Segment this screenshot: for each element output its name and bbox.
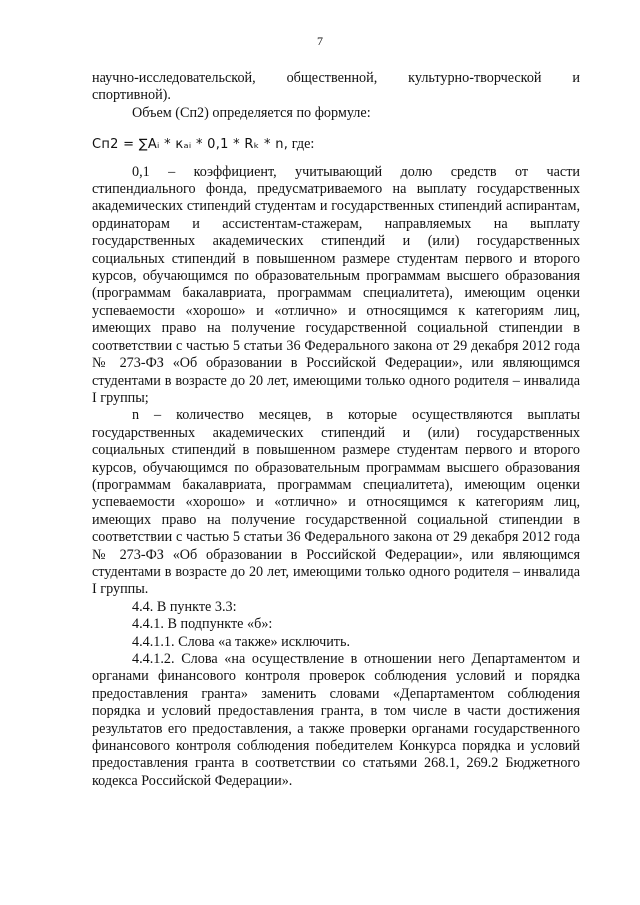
formula-line xyxy=(92,136,580,153)
clause-4-4: 4.4. В пункте 3.3: xyxy=(132,598,237,615)
clause-4-4-1: 4.4.1. В подпункте «б»: xyxy=(132,616,273,633)
paragraph-formula-intro: Объем (Сп2) определяется по формуле: xyxy=(132,104,371,121)
formula: Cп2 = ∑Aᵢ * кₐᵢ * 0,1 * Rₖ * n, xyxy=(92,137,289,153)
page-number: 7 xyxy=(317,34,323,48)
formula-suffix: где: xyxy=(288,136,315,153)
clause-4-4-1-2: 4.4.1.2. Слова «на осуществление в отношении него Департаментом и органами финансового контроля проверок соблюдения условий и порядка предоставления гранта» заменить словами «Департаментом соблюдения порядка и условий предоставления гранта, в том числе в части достижения результатов его предоставления, а также проверки органами государственного финансового контроля соблюдения победителем Конкурса порядка и условий предоставления гранта в соответствии со статьями 268.1, 269.2 Бюджетного кодекса Российской Федерации». xyxy=(92,651,580,789)
document-body xyxy=(92,70,580,790)
clause-4-4-1-1: 4.4.1.1. Слова «а также» исключить. xyxy=(132,633,351,650)
paragraph-coefficient-definition: 0,1 – коэффициент, учитывающий долю средств от части стипендиального фонда, предусматриваемого на выплату государственных академических стипендий студентам и государственных стипендий аспирантам, ординаторам и ассистентам-стажерам, направляемых на выплату государственных академических стипендий и (или) государственных социальных стипендий в повышенном размере студентам первого и второго курсов, обучающимся по образовательным программам высшего образования (программам бакалавриата, программам специалитета), имеющим оценки успеваемости «хорошо» и «отлично» и относящимся к категориям лиц, имеющих право на получение государственной социальной стипендии в соответствии с частью 5 статьи 36 Федерального закона от 29 декабря 2012 года № 273-ФЗ «Об образовании в Российской Федерации», или являющимся студентами в возрасте до 20 лет, имеющими только одного родителя – инвалида I группы; xyxy=(92,163,580,406)
paragraph-continuation: научно-исследовательской, общественной, культурно-творческой и спортивной). xyxy=(92,70,580,104)
paragraph-months-definition: n – количество месяцев, в которые осуществляются выплаты государственных академических стипендий и (или) государственных социальных стипендий в повышенном размере студентам первого и второго курсов, обучающимся по образовательным программам высшего образования (программам бакалавриата, программам специалитета), имеющим оценки успеваемости «хорошо» и «отлично» и относящимся к категориям лиц, имеющих право на получение государственной социальной стипендии в соответствии с частью 5 статьи 36 Федерального закона от 29 декабря 2012 года № 273-ФЗ «Об образовании в Российской Федерации», или являющимся студентами в возрасте до 20 лет, имеющими только одного родителя – инвалида I группы. xyxy=(92,407,580,598)
